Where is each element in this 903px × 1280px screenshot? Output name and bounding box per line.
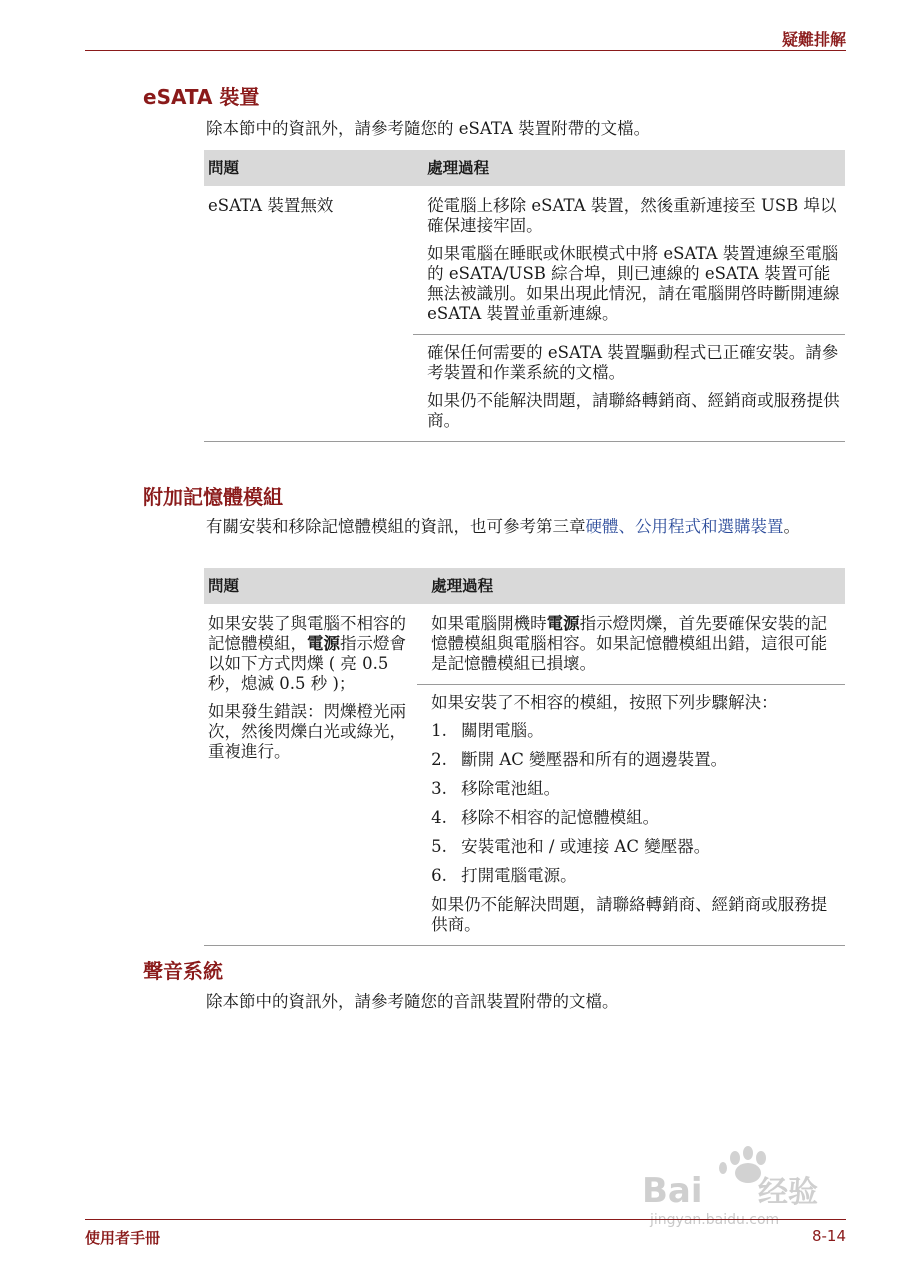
- col-header-problem: 問題: [204, 568, 417, 604]
- section-title-memory: 附加記憶體模組: [143, 485, 283, 509]
- problem-cell: [204, 604, 417, 946]
- footer-rule: [85, 1219, 846, 1220]
- problem-text: 指示燈會以如下方式閃爍 ( 亮 0.5 秒，熄滅 0.5 秒 )；: [208, 634, 406, 693]
- procedure-paragraph: 如果仍不能解決問題，請聯絡轉銷商、經銷商或服務提供商。: [431, 895, 828, 934]
- steps-list: [431, 721, 841, 886]
- list-item: 5. 安裝電池和 / 或連接 AC 變壓器。: [431, 837, 711, 856]
- footer-manual-title: 使用者手冊: [85, 1229, 161, 1247]
- header-rule: [85, 50, 846, 51]
- procedure-paragraph: [431, 614, 841, 674]
- section-intro-esata: 除本節中的資訊外，請參考隨您的 eSATA 裝置附帶的文檔。: [206, 119, 651, 138]
- procedure-text: 如果電腦開機時: [431, 614, 547, 633]
- problem-text: eSATA 裝置無效: [208, 196, 334, 215]
- svg-text:Bai: Bai: [642, 1171, 703, 1211]
- procedure-cell: [413, 186, 845, 335]
- section-title-esata: eSATA 裝置: [143, 85, 260, 109]
- page-number: 8-14: [811, 1227, 846, 1245]
- procedure-paragraph: 如果仍不能解決問題，請聯絡轉銷商、經銷商或服務提供商。: [427, 391, 840, 430]
- memory-troubleshoot-table: [204, 568, 845, 946]
- problem-text: 如果安裝了與電腦不相容的記憶體模組，: [208, 614, 406, 653]
- list-item: 3. 移除電池組。: [431, 779, 561, 798]
- procedure-text: 指示燈閃爍，首先要確保安裝的記憶體模組與電腦相容。如果記憶體模組出錯，這很可能是記憶體模組已損壞。: [431, 614, 828, 673]
- col-header-procedure: 處理過程: [417, 568, 845, 604]
- cross-reference-link[interactable]: 硬體、公用程式和選購裝置: [585, 517, 784, 536]
- baidu-jingyan-watermark: [640, 1140, 850, 1230]
- col-header-problem: 問題: [204, 150, 413, 186]
- power-keyword: 電源: [546, 614, 580, 633]
- procedure-cell: [417, 685, 845, 946]
- list-item: 4. 移除不相容的記憶體模組。: [431, 808, 660, 827]
- col-header-procedure: 處理過程: [413, 150, 845, 186]
- list-item: 2. 斷開 AC 變壓器和所有的週邊裝置。: [431, 750, 728, 769]
- procedure-paragraph: 如果安裝了不相容的模組，按照下列步驟解決：: [431, 693, 778, 712]
- problem-paragraph: 如果發生錯誤：閃爍橙光兩次，然後閃爍白光或綠光，重複進行。: [208, 702, 406, 761]
- section-intro-sound: 除本節中的資訊外，請參考隨您的音訊裝置附帶的文檔。: [206, 992, 619, 1011]
- section-title-sound: 聲音系統: [143, 959, 223, 983]
- problem-cell: [204, 186, 413, 442]
- list-item: 6. 打開電腦電源。: [431, 866, 577, 885]
- procedure-paragraph: 確保任何需要的 eSATA 裝置驅動程式已正確安裝。請參考裝置和作業系統的文檔。: [427, 343, 839, 382]
- problem-paragraph: [208, 614, 407, 694]
- procedure-cell: [413, 335, 845, 442]
- section-intro-memory: [206, 516, 846, 538]
- intro-text: 有關安裝和移除記憶體模組的資訊，也可參考第三章: [206, 517, 586, 536]
- procedure-paragraph: 如果電腦在睡眠或休眠模式中將 eSATA 裝置連線至電腦的 eSATA/USB 綜合埠，則已連線的 eSATA 裝置可能無法被識別。如果出現此情況，請在電腦開啓時斷開連線 eSATA 裝置並重新連線。: [427, 244, 840, 323]
- running-header-title: 疑難排解: [781, 30, 846, 49]
- esata-troubleshoot-table: [204, 150, 845, 442]
- list-item: 1. 關閉電腦。: [431, 721, 544, 740]
- intro-text-end: 。: [783, 517, 800, 536]
- svg-text:经验: 经验: [758, 1175, 818, 1210]
- watermark-url: jingyan.baidu.com: [650, 1212, 780, 1228]
- procedure-paragraph: 從電腦上移除 eSATA 裝置，然後重新連接至 USB 埠以確保連接牢固。: [427, 196, 837, 235]
- procedure-cell: [417, 604, 845, 685]
- power-keyword: 電源: [307, 634, 340, 653]
